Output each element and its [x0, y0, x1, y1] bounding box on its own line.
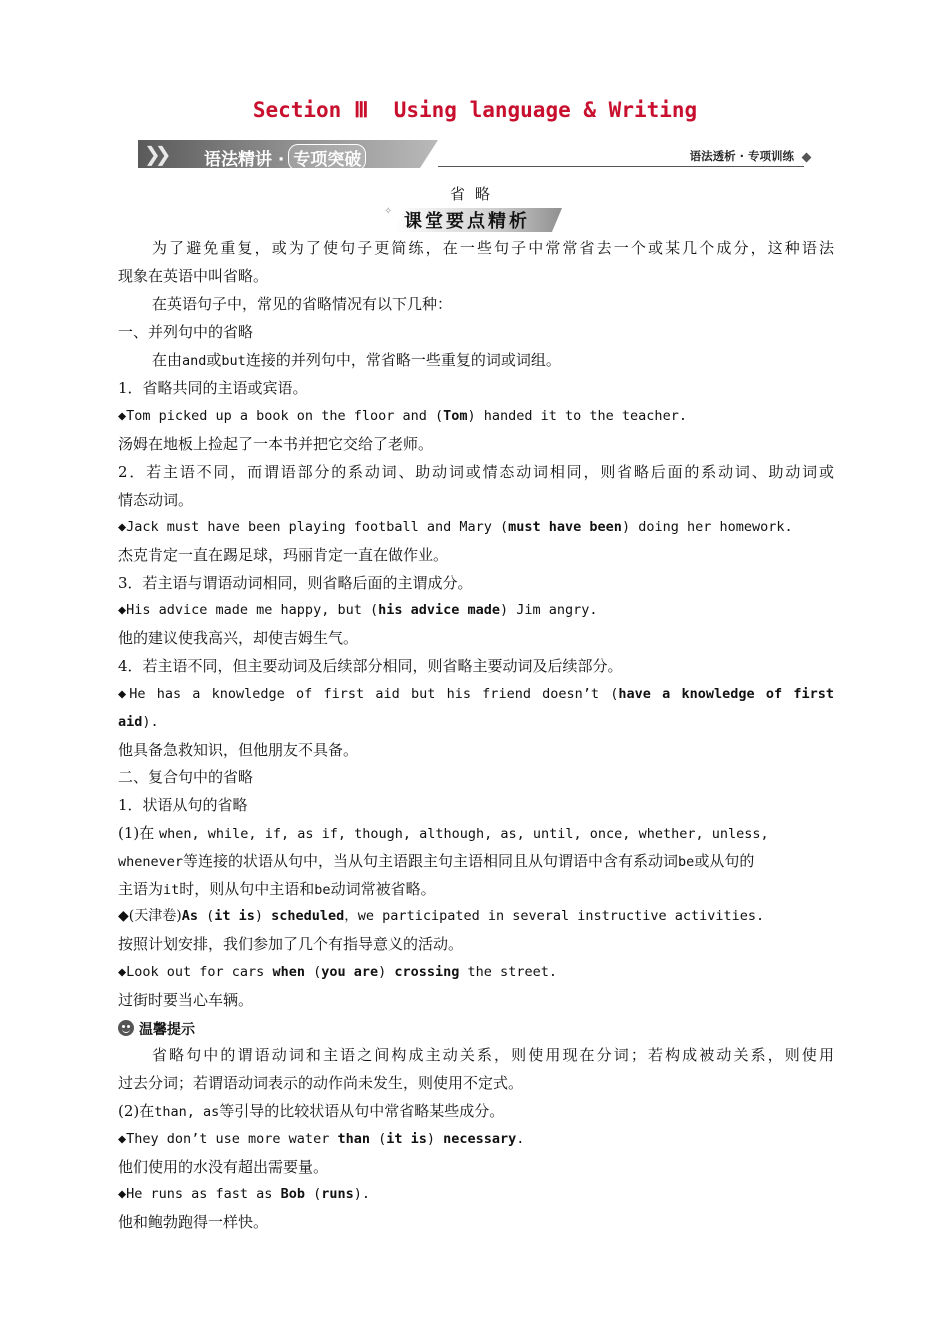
- rule-line: 情态动词。: [118, 491, 194, 509]
- kept-text: As: [181, 908, 198, 924]
- omitted-text: must have been: [508, 519, 622, 535]
- omitted-text: have a knowledge of first: [618, 686, 834, 702]
- kept-text: than: [337, 1131, 370, 1147]
- text-run: (: [304, 1186, 322, 1202]
- text-run: ◆They don’t use more water: [118, 1131, 338, 1147]
- topic-subtitle: 省略: [449, 185, 500, 203]
- example-line: [118, 712, 834, 732]
- rule-line: 1．省略共同的主语或宾语。: [118, 379, 308, 397]
- rule-line: [118, 879, 834, 900]
- example-line: [118, 1129, 834, 1149]
- text-run: (1)在: [118, 824, 155, 842]
- banner-main-label: [204, 144, 366, 171]
- text-run: (: [369, 1131, 387, 1147]
- omitted-text: his advice made: [378, 602, 501, 618]
- double-chevron-icon: ❯❯: [144, 142, 166, 166]
- text-run: ).: [353, 1186, 370, 1202]
- rule-line: 1．状语从句的省略: [118, 796, 248, 814]
- text-run: 或: [206, 351, 222, 369]
- text-run: ◆(天津卷): [118, 908, 182, 924]
- rule-line: 4．若主语不同，但主要动词及后续部分相同，则省略主要动词及后续部分。: [118, 657, 623, 675]
- tip-label: 温馨提示: [139, 1022, 195, 1038]
- example-line: [118, 684, 834, 704]
- text-run: it: [163, 882, 180, 898]
- text-run: be: [678, 854, 695, 870]
- kept-text: crossing: [394, 964, 460, 980]
- text-run: 动词常被省略。: [330, 880, 436, 898]
- paragraph-line: 为了避免重复，或为了使句子更简练，在一些句子中常常省去一个或某几个成分，这种语法: [152, 239, 834, 257]
- translation-line: 杰克肯定一直在踢足球，玛丽肯定一直在做作业。: [118, 546, 449, 564]
- rule-line: 2．若主语不同，而谓语部分的系动词、助动词或情态动词相同，则省略后面的系动词、助动词或: [118, 463, 834, 481]
- section-banner: [138, 140, 812, 170]
- kept-text: scheduled: [271, 908, 345, 924]
- omitted-text: it is: [386, 1131, 427, 1147]
- translation-line: 按照计划安排，我们参加了几个有指导意义的活动。: [118, 935, 464, 953]
- smiley-mouth: [122, 1028, 130, 1033]
- text-run: ◆He has a knowledge of first aid but his friend doesn’t (: [118, 686, 619, 702]
- sparkle-icon: ✧: [384, 206, 393, 217]
- omitted-text: runs: [321, 1186, 354, 1202]
- kept-text: necessary: [443, 1131, 517, 1147]
- heading-line: 二、复合句中的省略: [118, 768, 254, 786]
- text-run: ).: [142, 714, 159, 730]
- text-run: ◆Jack must have been playing football and Mary (: [118, 519, 509, 535]
- example-line: [118, 962, 834, 982]
- text-run: 等引导的比较状语从句中常省略某些成分。: [219, 1102, 505, 1120]
- kept-text: Bob: [280, 1186, 305, 1202]
- text-run: ): [254, 908, 272, 924]
- paragraph-line: [152, 350, 868, 371]
- example-line: [118, 517, 834, 537]
- text-run: 或从句的: [694, 852, 755, 870]
- omitted-text: Tom: [443, 408, 468, 424]
- text-run: ) handed it to the teacher.: [467, 408, 687, 424]
- omitted-text: it is: [214, 908, 255, 924]
- rule-line: [118, 851, 834, 872]
- text-run: ◆Tom picked up a book on the floor and (: [118, 408, 444, 424]
- translation-line: 他和鲍勃跑得一样快。: [118, 1213, 269, 1231]
- text-run: be: [314, 882, 331, 898]
- heading-line: 一、并列句中的省略: [118, 323, 254, 341]
- page-title: Section Ⅲ Using language & Writing: [252, 98, 698, 122]
- text-run: ◆Look out for cars: [118, 964, 273, 980]
- example-line: [118, 1184, 834, 1204]
- text-run: (: [304, 964, 322, 980]
- text-run: ): [426, 1131, 444, 1147]
- rule-line: [118, 1101, 834, 1122]
- section-heading-text: 课堂要点精析: [404, 211, 530, 232]
- text-run: (2)在: [118, 1102, 155, 1120]
- example-line: [118, 906, 834, 926]
- text-run: ◆His advice made me happy, but (: [118, 602, 379, 618]
- text-run: ) doing her homework.: [621, 519, 793, 535]
- text-run: .: [516, 1131, 525, 1147]
- text-run: than, as: [154, 1104, 220, 1120]
- rule-line: [118, 823, 834, 844]
- banner-rule: [438, 166, 804, 167]
- text-run: when, while, if, as if, though, although, as, until, once, whether, unless,: [159, 826, 769, 842]
- text-run: ): [378, 964, 395, 980]
- translation-line: 过街时要当心车辆。: [118, 991, 254, 1009]
- banner-label-text: 语法精讲 ·: [204, 150, 285, 170]
- paragraph-line: 现象在英语中叫省略。: [118, 267, 269, 285]
- translation-line: 他的建议使我高兴，却使吉姆生气。: [118, 629, 359, 647]
- omitted-text: you are: [321, 964, 379, 980]
- banner-right-label: 语法透析 · 专项训练: [689, 149, 794, 163]
- text-run: but: [221, 353, 246, 369]
- tip-line: 过去分词；若谓语动词表示的动作尚未发生，则使用不定式。: [118, 1074, 524, 1092]
- example-line: [118, 600, 834, 620]
- smiley-icon: [118, 1020, 134, 1036]
- text-run: ◆He runs as fast as: [118, 1186, 281, 1202]
- translation-line: 汤姆在地板上捡起了一本书并把它交给了老师。: [118, 435, 434, 453]
- section-heading: [384, 206, 564, 232]
- translation-line: 他们使用的水没有超出需要量。: [118, 1158, 329, 1176]
- text-run: 主语为: [118, 880, 164, 898]
- text-run: the street.: [459, 964, 557, 980]
- text-run: ) Jim angry.: [500, 602, 598, 618]
- paragraph-line: 在英语句子中，常见的省略情况有以下几种：: [152, 295, 453, 313]
- tip-line: 省略句中的谓语动词和主语之间构成主动关系，则使用现在分词；若构成被动关系，则使用: [152, 1046, 834, 1064]
- text-run: (: [197, 908, 215, 924]
- diamond-icon: [802, 153, 812, 163]
- kept-text: when: [272, 964, 305, 980]
- text-run: and: [182, 353, 207, 369]
- omitted-text: aid: [118, 714, 143, 730]
- text-run: ，we participated in several instructive activities.: [344, 908, 765, 924]
- text-run: whenever: [118, 854, 184, 870]
- text-run: 连接的并列句中，常省略一些重复的词或词组。: [245, 351, 561, 369]
- banner-boxed-label: 专项突破: [288, 144, 366, 171]
- example-line: [118, 406, 834, 426]
- rule-line: 3．若主语与谓语动词相同，则省略后面的主谓成分。: [118, 574, 473, 592]
- text-run: 等连接的状语从句中，当从句主语跟主句主语相同且从句谓语中含有系动词: [183, 852, 679, 870]
- text-run: 时，则从句中主语和: [179, 880, 315, 898]
- translation-line: 他具备急救知识，但他朋友不具备。: [118, 741, 359, 759]
- text-run: 在由: [152, 351, 183, 369]
